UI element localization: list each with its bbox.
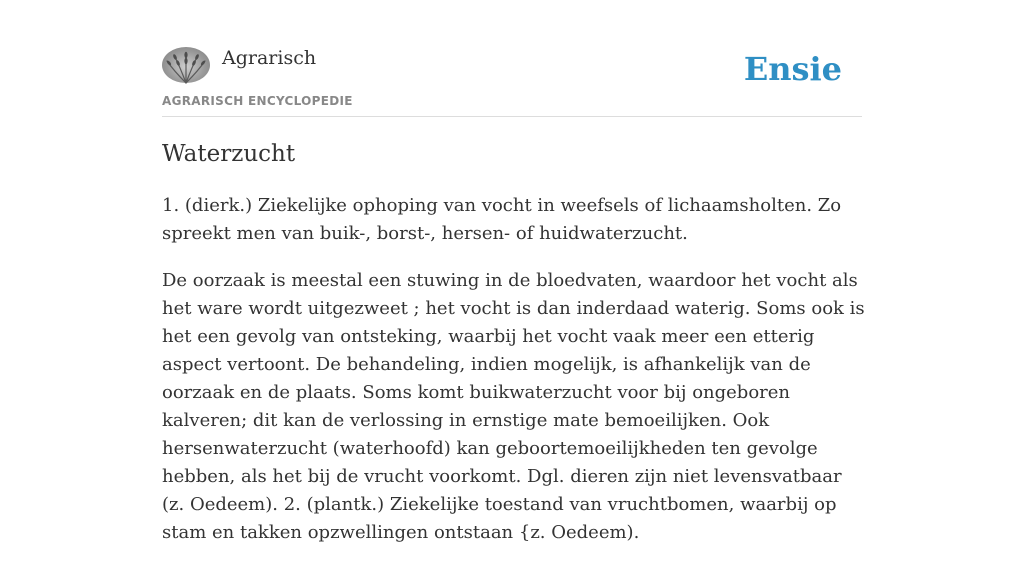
wheat-logo-icon[interactable] xyxy=(162,47,210,83)
wheat-logo-graphic xyxy=(162,47,210,83)
article-paragraph: De oorzaak is meestal een stuwing in de bloedvaten, waardoor het vocht als het ware wordt uitgezweet ; het vocht is dan inderdaad waterig. Soms ook is het een gevolg van ontsteking, waarbij het vocht vaak meer een etterig aspect vertoont. De behandeling, indien mogelijk, is afhankelijk van de oorzaak en de plaats. Soms komt buikwaterzucht voor bij ongeboren kalveren; dit kan de verlossing in ernstige mate bemoeilijken. Ook hersenwaterzucht (waterhoofd) kan geboortemoeilijkheden ten gevolge hebben, als het bij de vrucht voorkomt. Dgl. dieren zijn niet levensvatbaar (z. Oedeem). 2. (plantk.) Ziekelijke toestand van vruchtbomen, waarbij op stam en takken opzwellingen ontstaan {z. Oedeem). xyxy=(162,270,865,543)
article-paragraph: 1. (dierk.) Ziekelijke ophoping van vocht in weefsels of lichaamsholten. Zo spreekt men van buik-, borst-, hersen- of huidwaterzucht. xyxy=(162,195,842,244)
site-header xyxy=(162,46,862,117)
site-subtitle: AGRARISCH ENCYCLOPEDIE xyxy=(162,94,353,108)
article-body xyxy=(162,192,866,566)
ensie-brand-link[interactable]: Ensie xyxy=(743,50,842,88)
article-title: Waterzucht xyxy=(162,141,296,167)
site-name-link[interactable]: Agrarisch xyxy=(222,47,317,69)
